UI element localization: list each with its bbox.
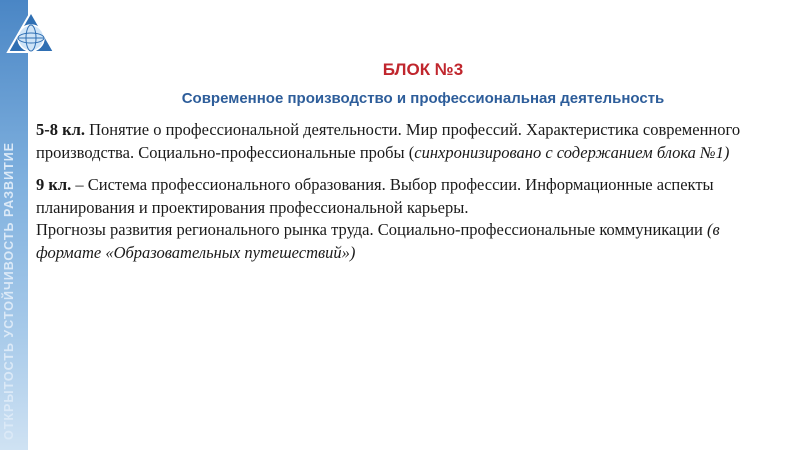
- paragraph-text: Понятие о профессиональной деятельности. Мир профессий. Характеристика современного производства. Социально-профессиональные пробы (: [36, 120, 741, 162]
- slide-content: [36, 60, 786, 274]
- grade-label: 9 кл.: [36, 175, 72, 194]
- paragraph-grade-9: [36, 174, 786, 264]
- side-slogan-text: ОТКРЫТОСТЬ УСТОЙЧИВОСТЬ РАЗВИТИЕ: [2, 141, 16, 440]
- paragraph-grades-5-8: [36, 119, 786, 164]
- paragraph-italic-note: синхронизировано с содержанием блока №1): [414, 142, 730, 162]
- slide-subtitle: Современное производство и профессиональная деятельность: [181, 90, 665, 107]
- grade-label: 5-8 кл.: [36, 120, 86, 139]
- paragraph-text: – Система профессионального образования. Выбор профессии. Информационные аспекты планирования и проектирования профессиональной карьеры.: [36, 175, 714, 217]
- paragraph-italic-note: (в формате «Образовательных путешествий»): [36, 220, 720, 262]
- globe-emblem-icon: [2, 6, 60, 64]
- slide-title: БЛОК №3: [382, 60, 464, 79]
- paragraph-text-2: Прогнозы развития регионального рынка труда. Социально-профессиональные коммуникации: [36, 220, 707, 239]
